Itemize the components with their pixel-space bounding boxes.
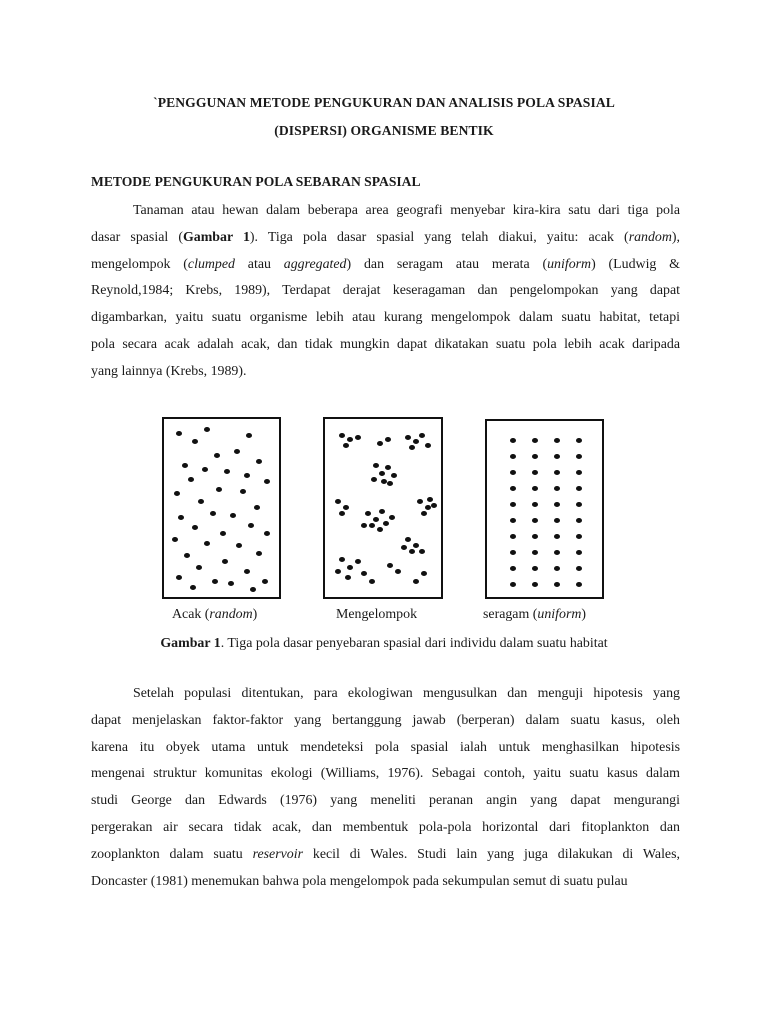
paragraph2-line: pergerakan air secara tidak acak, dan membentuk pola-pola horizontal dari fitoplankton dan xyxy=(91,820,680,835)
paragraph1-line: yang lainnya (Krebs, 1989). xyxy=(91,363,247,379)
uniform-dot xyxy=(554,438,560,443)
uniform-dot xyxy=(532,518,538,523)
random-dot xyxy=(202,467,208,472)
paragraph1-line: Tanaman atau hewan dalam beberapa area geografi menyebar kira-kira satu dari tiga pola xyxy=(133,203,680,218)
random-dot xyxy=(204,541,210,546)
clumped-dot xyxy=(405,537,411,542)
random-dot xyxy=(196,565,202,570)
uniform-dot xyxy=(554,582,560,587)
clumped-dot xyxy=(405,435,411,440)
clumped-dot xyxy=(387,481,393,486)
paragraph1-line: Reynold,1984; Krebs, 1989), Terdapat derajat keseragaman dan pengelompokan yang dapat xyxy=(91,283,680,299)
random-dot xyxy=(176,575,182,580)
uniform-dot xyxy=(554,534,560,539)
random-dot xyxy=(244,473,250,478)
random-dot xyxy=(204,427,210,432)
uniform-dot xyxy=(510,438,516,443)
uniform-dot xyxy=(532,550,538,555)
random-dot xyxy=(234,449,240,454)
uniform-dot xyxy=(510,534,516,539)
clumped-dot xyxy=(355,435,361,440)
uniform-dot xyxy=(554,502,560,507)
uniform-dot xyxy=(510,550,516,555)
clumped-dot xyxy=(369,579,375,584)
uniform-dot xyxy=(532,486,538,491)
random-dot xyxy=(264,531,270,536)
clumped-dot xyxy=(345,575,351,580)
paragraph2-line: mengenai struktur komunitas ekologi (Williams, 1976). Sebagai contoh, yaitu suatu kasus dalam xyxy=(91,766,680,782)
random-dot xyxy=(256,459,262,464)
random-dot xyxy=(236,543,242,548)
random-dot xyxy=(222,559,228,564)
clumped-dot xyxy=(377,527,383,532)
label-clumped: Mengelompok xyxy=(336,607,418,622)
random-dot xyxy=(254,505,260,510)
clumped-dot xyxy=(361,571,367,576)
uniform-dot xyxy=(510,454,516,459)
random-dot xyxy=(246,433,252,438)
document-title-line-2: (DISPERSI) ORGANISME BENTIK xyxy=(274,123,494,138)
uniform-dot xyxy=(532,502,538,507)
clumped-dot xyxy=(419,433,425,438)
random-dot xyxy=(264,479,270,484)
clumped-dot xyxy=(389,515,395,520)
clumped-dot xyxy=(431,503,437,508)
uniform-dot xyxy=(554,550,560,555)
clumped-dot xyxy=(385,465,391,470)
uniform-dot xyxy=(510,470,516,475)
uniform-dot xyxy=(576,566,582,571)
uniform-dot xyxy=(576,470,582,475)
random-dot xyxy=(172,537,178,542)
clumped-dot xyxy=(371,477,377,482)
random-dot xyxy=(256,551,262,556)
section-heading: METODE PENGUKURAN POLA SEBARAN SPASIAL xyxy=(91,174,421,189)
label-random: Acak (random) xyxy=(172,607,258,622)
uniform-dot xyxy=(576,502,582,507)
uniform-dot xyxy=(532,566,538,571)
clumped-dot xyxy=(347,565,353,570)
uniform-dot xyxy=(576,582,582,587)
clumped-dot xyxy=(355,559,361,564)
clumped-dot xyxy=(335,569,341,574)
clumped-dot xyxy=(377,441,383,446)
paragraph1-line: pola secara acak adalah acak, dan tidak mungkin dapat dikatakan suatu pola lebih acak daripada xyxy=(91,337,680,352)
uniform-dot xyxy=(554,486,560,491)
random-dot xyxy=(178,515,184,520)
clumped-dot xyxy=(401,545,407,550)
uniform-dot xyxy=(576,486,582,491)
clumped-dot xyxy=(373,517,379,522)
uniform-dot xyxy=(510,502,516,507)
clumped-dot xyxy=(409,549,415,554)
paragraph2-line: Setelah populasi ditentukan, para ekologiwan mengusulkan dan menguji hipotesis yang xyxy=(133,686,680,701)
random-dot xyxy=(214,453,220,458)
clumped-dot xyxy=(383,521,389,526)
uniform-dot xyxy=(532,454,538,459)
clumped-pattern-panel xyxy=(323,417,443,599)
random-dot xyxy=(228,581,234,586)
paragraph2-line: karena itu obyek utama untuk mendeteksi pola spasial ialah untuk menghasilkan hipotesis xyxy=(91,739,680,755)
random-dot xyxy=(192,525,198,530)
clumped-dot xyxy=(421,571,427,576)
clumped-dot xyxy=(391,473,397,478)
uniform-dot xyxy=(532,534,538,539)
clumped-dot xyxy=(427,497,433,502)
random-dot xyxy=(184,553,190,558)
clumped-dot xyxy=(413,439,419,444)
uniform-dot xyxy=(532,438,538,443)
clumped-dot xyxy=(379,471,385,476)
clumped-dot xyxy=(335,499,341,504)
random-pattern-panel xyxy=(162,417,281,599)
uniform-pattern-panel xyxy=(485,419,604,599)
random-dot xyxy=(244,569,250,574)
document-title-line-1: `PENGGUNAN METODE PENGUKURAN DAN ANALISIS POLA SPASIAL xyxy=(153,95,615,110)
clumped-dot xyxy=(347,437,353,442)
random-dot xyxy=(216,487,222,492)
clumped-dot xyxy=(413,543,419,548)
random-dot xyxy=(230,513,236,518)
uniform-dot xyxy=(554,454,560,459)
clumped-dot xyxy=(395,569,401,574)
clumped-dot xyxy=(373,463,379,468)
paragraph2-line: zooplankton dalam suatu reservoir kecil di Wales. Studi lain yang juga dilakukan di Wales, xyxy=(91,846,680,862)
random-dot xyxy=(192,439,198,444)
clumped-dot xyxy=(369,523,375,528)
paragraph1-line: dasar spasial (Gambar 1). Tiga pola dasar spasial yang telah diakui, yaitu: acak (random), xyxy=(91,229,681,245)
random-dot xyxy=(248,523,254,528)
clumped-dot xyxy=(339,557,345,562)
uniform-dot xyxy=(576,534,582,539)
paragraph1-line: digambarkan, yaitu suatu organisme lebih atau kurang mengelompok dalam suatu habitat, tetapi xyxy=(91,310,680,326)
paragraph1-line: mengelompok (clumped atau aggregated) dan seragam atau merata (uniform) (Ludwig & xyxy=(91,256,680,272)
random-dot xyxy=(250,587,256,592)
uniform-dot xyxy=(554,566,560,571)
uniform-dot xyxy=(576,518,582,523)
random-dot xyxy=(190,585,196,590)
uniform-dot xyxy=(554,470,560,475)
clumped-dot xyxy=(365,511,371,516)
uniform-dot xyxy=(510,518,516,523)
clumped-dot xyxy=(419,549,425,554)
uniform-dot xyxy=(576,550,582,555)
clumped-dot xyxy=(413,579,419,584)
random-dot xyxy=(212,579,218,584)
clumped-dot xyxy=(339,433,345,438)
paragraph2-line: dapat menjelaskan faktor-faktor yang bertanggung jawab (berperan) dalam suatu kasus, oleh xyxy=(91,712,680,728)
random-dot xyxy=(210,511,216,516)
random-dot xyxy=(182,463,188,468)
uniform-dot xyxy=(510,486,516,491)
paragraph2-line: Doncaster (1981) menemukan bahwa pola mengelompok pada sekumpulan semut di suatu pulau xyxy=(91,873,628,889)
uniform-dot xyxy=(510,566,516,571)
random-dot xyxy=(262,579,268,584)
uniform-dot xyxy=(532,470,538,475)
clumped-dot xyxy=(387,563,393,568)
uniform-dot xyxy=(576,438,582,443)
clumped-dot xyxy=(379,509,385,514)
paragraph2-line: studi George dan Edwards (1976) yang meneliti peranan angin yang dapat mengurangi xyxy=(91,793,680,809)
uniform-dot xyxy=(532,582,538,587)
clumped-dot xyxy=(385,437,391,442)
clumped-dot xyxy=(339,511,345,516)
random-dot xyxy=(174,491,180,496)
clumped-dot xyxy=(361,523,367,528)
random-dot xyxy=(220,531,226,536)
random-dot xyxy=(224,469,230,474)
clumped-dot xyxy=(421,511,427,516)
uniform-dot xyxy=(510,582,516,587)
clumped-dot xyxy=(425,443,431,448)
random-dot xyxy=(176,431,182,436)
random-dot xyxy=(188,477,194,482)
clumped-dot xyxy=(417,499,423,504)
uniform-dot xyxy=(576,454,582,459)
random-dot xyxy=(240,489,246,494)
uniform-dot xyxy=(554,518,560,523)
figure-caption: Gambar 1. Tiga pola dasar penyebaran spasial dari individu dalam suatu habitat xyxy=(160,636,608,651)
clumped-dot xyxy=(409,445,415,450)
random-dot xyxy=(198,499,204,504)
clumped-dot xyxy=(343,505,349,510)
label-uniform: seragam (uniform) xyxy=(483,607,587,622)
clumped-dot xyxy=(343,443,349,448)
